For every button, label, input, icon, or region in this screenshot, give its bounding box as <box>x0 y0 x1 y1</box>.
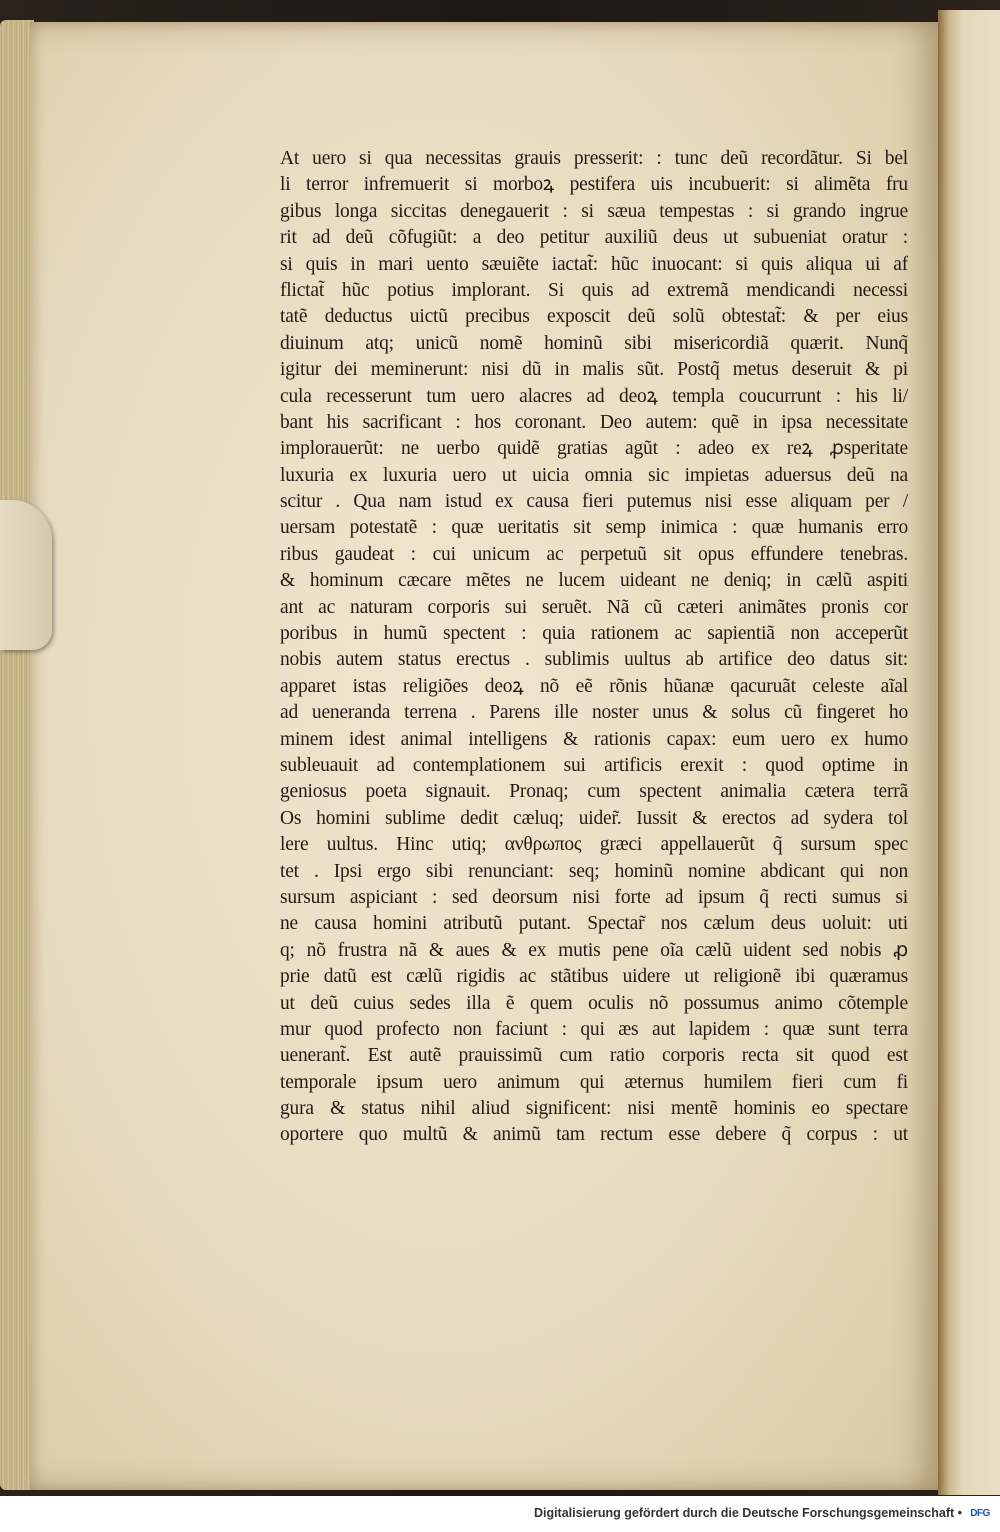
text-line: gura & status nihil aliud significent: nisi mentẽ hominis eo spectare <box>280 1098 908 1120</box>
text-line: si quis in mari uento sæuiẽte iactat̃: hũc inuocant: si quis aliqua ui af <box>280 253 908 275</box>
text-line: diuinum atq; unicũ nomẽ hominũ sibi misericordiã quærit. Nunq̃ <box>280 332 908 354</box>
text-line: apparet istas religiões deoꝝ nõ eẽ rõnis hũanæ qacuruãt celeste aĩal <box>280 675 908 697</box>
text-line: minem idest animal intelligens & rationis capax: eum uero ex humo <box>280 728 908 750</box>
book-clasp <box>0 500 52 650</box>
text-line: q; nõ frustra nã & aues & ex mutis pene oĩa cælũ uident sed nobis ꝓ <box>280 939 908 961</box>
text-line: scitur . Qua nam istud ex causa fieri putemus nisi esse aliquam per / <box>280 491 908 513</box>
text-line: tatẽ deductus uictũ precibus exposcit deũ solũ obtestat̃: & per eius <box>280 306 908 328</box>
text-line: uersam potestatẽ : quæ ueritatis sit semp inimica : quæ humanis erro <box>280 517 908 539</box>
text-line: gibus longa siccitas denegauerit : si sæua tempestas : si grando ingrue <box>280 200 908 222</box>
text-line: igitur dei meminerunt: nisi dũ in malis sũt. Postq̃ metus deseruit & pi <box>280 359 908 381</box>
text-line: mur quod profecto non faciunt : qui æs aut lapidem : quæ sunt terra <box>280 1018 908 1040</box>
text-line: li terror infremuerit si morboꝝ pestifera uis incubuerit: si alimẽta fru <box>280 174 908 196</box>
text-line: subleuauit ad contemplationem sui artificis erexit : quod optime in <box>280 754 908 776</box>
text-line: geniosus poeta signauit. Pronaq; cum spectent animalia cætera terrã <box>280 781 908 803</box>
text-line: luxuria ex luxuria uero ut uicia omnia sic impietas aduersus deũ na <box>280 464 908 486</box>
text-line: & hominum cæcare mẽtes ne lucem uideant ne deniq; in cælũ aspiti <box>280 570 908 592</box>
text-line: implorauerũt: ne uerbo quidẽ gratias agũt : adeo ex reꝝ ꝓsperitate <box>280 438 908 460</box>
text-line: ut deũ cuius sedes illa ẽ quem oculis nõ possumus animo cõtemple <box>280 992 908 1014</box>
page-text-block <box>280 146 908 1149</box>
text-line: flictat̃ hũc potius implorant. Si quis ad extremã mendicandi necessi <box>280 279 908 301</box>
text-line: bant his sacrificant : hos coronant. Deo autem: quẽ in ipsa necessitate <box>280 411 908 433</box>
footer-bar <box>0 1496 1000 1532</box>
text-line: poribus in humũ spectent : quia rationem ac sapientiã non acceperũt <box>280 623 908 645</box>
text-line: temporale ipsum uero animum qui æternus humilem fieri cum fi <box>280 1071 908 1093</box>
text-line: tet . Ipsi ergo sibi renunciant: seq; hominũ nomine abdicant qui non <box>280 860 908 882</box>
text-line: oportere quo multũ & animũ tam rectum esse debere q̃ corpus : ut <box>280 1124 908 1146</box>
adjacent-page-edge <box>938 10 1000 1495</box>
text-line: ribus gaudeat : cui unicum ac perpetuũ sit opus effundere tenebras. <box>280 543 908 565</box>
text-line: uenerant̃. Est autẽ prauissimũ cum ratio corporis recta sit quod est <box>280 1045 908 1067</box>
text-line: ne causa homini atributũ putant. Spectar̃ nos cælum deus uoluit: uti <box>280 913 908 935</box>
text-line: lere uultus. Hinc utiq; ανθρωπος græci appellauerũt q̃ sursum spec <box>280 834 908 856</box>
dfg-logo-icon: DFG <box>970 1507 990 1519</box>
text-line: At uero si qua necessitas grauis presserit: : tunc deũ recordãtur. Si bel <box>280 148 908 169</box>
text-line: nobis autem status erectus . sublimis uultus ab artifice deo datus sit: <box>280 649 908 671</box>
text-line: ant ac naturam corporis sui seruẽt. Nã cũ cæteri animãtes pronis cor <box>280 596 908 618</box>
text-line: rit ad deũ cõfugiũt: a deo petitur auxiliũ deus ut subueniat oratur : <box>280 227 908 249</box>
funding-credit: Digitalisierung gefördert durch die Deutsche Forschungsgemeinschaft • <box>533 1506 962 1520</box>
text-line: prie datũ est cælũ rigidis ac stãtibus uidere ut religionẽ ibi quæramus <box>280 966 908 988</box>
text-line: Os homini sublime dedit cæluq; uider̃. Iussit & erectos ad sydera tol <box>280 807 908 829</box>
page-stack-edge <box>0 20 34 1490</box>
text-line: ad ueneranda terrena . Parens ille noster unus & solus cũ fingeret ho <box>280 702 908 724</box>
text-line: sursum aspiciant : sed deorsum nisi forte ad ipsum q̃ recti sumus si <box>280 886 908 908</box>
text-line: cula recesserunt tum uero alacres ad deoꝝ templa coucurrunt : his li/ <box>280 385 908 407</box>
